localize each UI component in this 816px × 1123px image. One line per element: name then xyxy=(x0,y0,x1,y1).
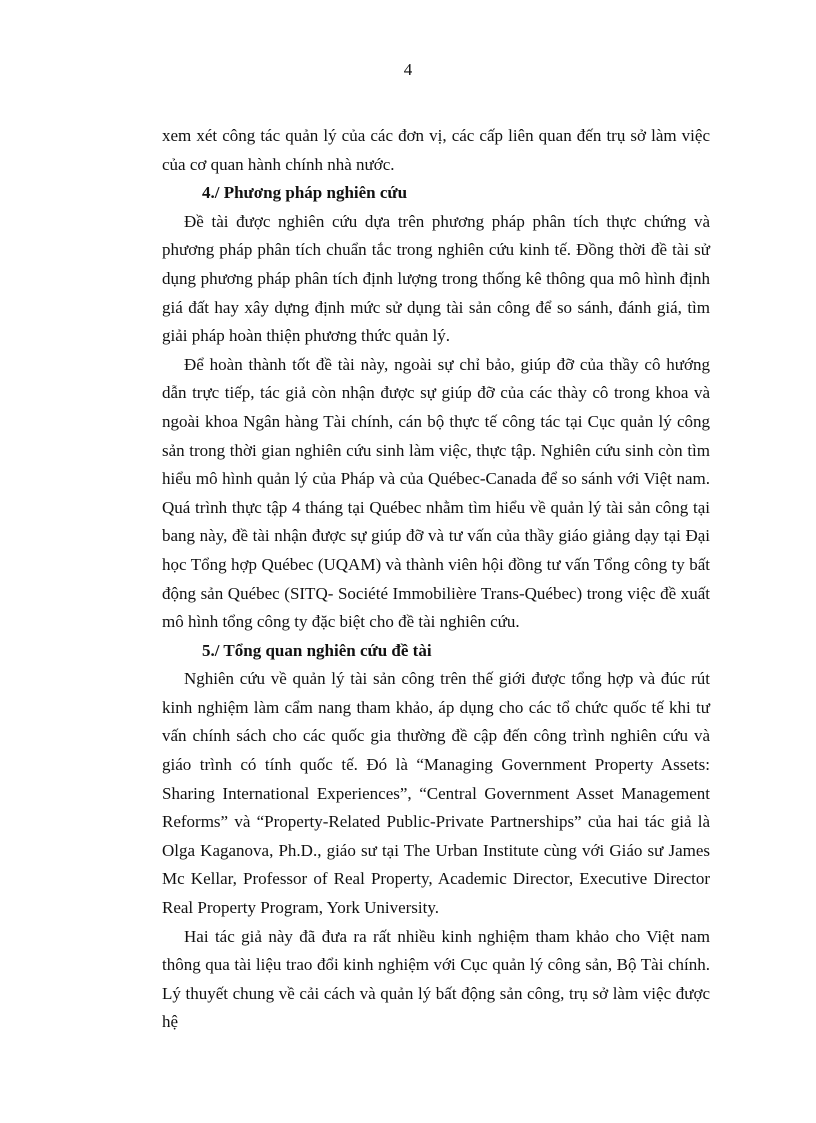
page-number: 4 xyxy=(403,60,413,79)
paragraph-literature-review: Nghiên cứu về quản lý tài sản công trên thế giới được tổng hợp và đúc rút kinh nghiệm làm cẩm nang tham khảo, áp dụng cho các tổ chức quốc tế khi tư vấn chính sách cho các quốc gia thường đề cập đến công trình nghiên cứu và giáo trình có tính quốc tế. Đó là “Managing Government Property Assets: Sharing International Experiences”, “Central Government Asset Management Reforms” và “Property-Related Public-Private Partnerships” của hai tác giả là Olga Kaganova, Ph.D., giáo sư tại The Urban Institute cùng với Giáo sư James Mc Kellar, Professor of Real Property, Academic Director, Executive Director Real Property Program, York University. xyxy=(162,669,710,918)
section-heading-literature-review: 5./ Tổng quan nghiên cứu đề tài xyxy=(202,640,432,660)
section-heading-methodology: 4./ Phương pháp nghiên cứu xyxy=(202,183,408,203)
paragraph-acknowledgement: Để hoàn thành tốt đề tài này, ngoài sự chỉ bảo, giúp đỡ của thầy cô hướng dẫn trực tiếp, tác giả còn nhận được sự giúp đỡ của các thày cô trong khoa và ngoài khoa Ngân hàng Tài chính, cán bộ thực tế công tác tại Cục quản lý công sản trong thời gian nghiên cứu sinh làm việc, thực tập. Nghiên cứu sinh còn tìm hiểu mô hình quản lý của Pháp và của Québec-Canada để so sánh với Việt nam. Quá trình thực tập 4 tháng tại Québec nhằm tìm hiểu về quản lý tài sản công tại bang này, đề tài nhận được sự giúp đỡ và tư vấn của thầy giáo giảng dạy tại Đại học Tổng hợp Québec (UQAM) và thành viên hội đồng tư vấn Tổng công ty bất động sản Québec (SITQ- Société Immobilière Trans-Québec) trong việc đề xuất mô hình tổng công ty đặc biệt cho đề tài nghiên cứu. xyxy=(162,354,710,632)
paragraph-authors-experience: Hai tác giả này đã đưa ra rất nhiều kinh nghiệm tham khảo cho Việt nam thông qua tài liệu trao đổi kinh nghiệm với Cục quản lý công sản, Bộ Tài chính. Lý thuyết chung về cải cách và quản lý bất động sản công, trụ sở làm việc được hệ xyxy=(162,926,710,1032)
paragraph-methodology: Đề tài được nghiên cứu dựa trên phương pháp phân tích thực chứng và phương pháp phân tích chuẩn tắc trong nghiên cứu kinh tế. Đồng thời đề tài sử dụng phương pháp phân tích định lượng trong thống kê thông qua mô hình định giá đất hay xây dựng định mức sử dụng tài sản công để so sánh, đánh giá, tìm giải pháp hoàn thiện phương thức quản lý. xyxy=(162,211,710,346)
document-body xyxy=(162,122,710,1037)
paragraph-intro-continuation: xem xét công tác quản lý của các đơn vị, các cấp liên quan đến trụ sở làm việc của cơ quan hành chính nhà nước. xyxy=(162,126,710,174)
